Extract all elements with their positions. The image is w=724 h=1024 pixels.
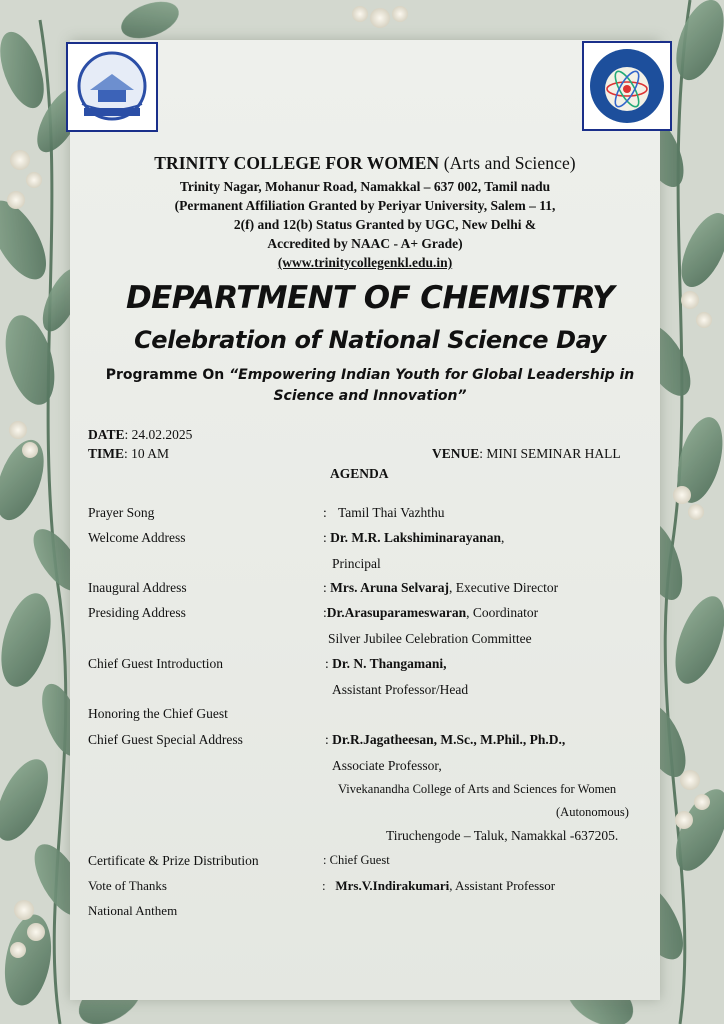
college-name: [75, 153, 655, 174]
agenda-item: Inaugural Address: [88, 580, 187, 595]
event-venue: [432, 446, 621, 462]
agenda-role: Chief Guest: [329, 853, 390, 867]
agenda-person: Dr. N. Thangamani,: [332, 656, 447, 671]
college-logo: [66, 42, 158, 132]
celebration-title: Celebration of National Science Day: [134, 326, 606, 354]
agenda-person: Dr.R.Jagatheesan, M.Sc., M.Phil., Ph.D.,: [332, 732, 566, 747]
agenda-detail: [323, 580, 558, 596]
programme-prefix: Programme On: [105, 367, 230, 383]
college-accreditation: Accredited by NAAC - A+ Grade): [267, 236, 463, 251]
college-name-main: TRINITY COLLEGE FOR WOMEN: [154, 153, 440, 173]
college-status: 2(f) and 12(b) Status Granted by UGC, New Delhi &: [233, 217, 537, 232]
agenda-item: Welcome Address: [88, 530, 186, 545]
college-affiliation: (Permanent Affiliation Granted by Periyar University, Salem – 11,: [174, 198, 556, 213]
agenda-item: National Anthem: [88, 903, 178, 918]
agenda-detail: Silver Jubilee Celebration Committee: [328, 631, 532, 646]
programme-theme-line2: Science and Innovation”: [273, 388, 467, 404]
agenda-role: , Executive Director: [449, 580, 559, 595]
event-time: [88, 446, 169, 462]
agenda-detail: Assistant Professor/Head: [332, 682, 469, 697]
college-address: Trinity Nagar, Mohanur Road, Namakkal – 637 002, Tamil nadu: [179, 179, 551, 194]
website-link[interactable]: (www.trinitycollegenkl.edu.in): [277, 255, 453, 270]
venue-value: : MINI SEMINAR HALL: [479, 446, 621, 461]
agenda-detail: Vivekanandha College of Arts and Sciences for Women: [338, 782, 617, 796]
department-title: DEPARTMENT OF CHEMISTRY: [125, 280, 615, 316]
college-website[interactable]: [75, 253, 655, 272]
agenda-detail: (Autonomous): [556, 805, 629, 819]
agenda-detail: Tiruchengode – Taluk, Namakkal -637205.: [386, 828, 619, 843]
agenda-detail: [325, 732, 565, 748]
agenda-sep: :: [323, 580, 327, 595]
agenda-person: Dr.Arasuparameswaran: [326, 605, 467, 620]
agenda-person: Mrs.V.Indirakumari: [335, 878, 450, 893]
agenda-role: , Assistant Professor: [449, 878, 556, 893]
programme-theme-line1: “Empowering Indian Youth for Global Leadership in: [229, 367, 635, 383]
programme-theme: [80, 365, 660, 407]
agenda-role: ,: [501, 530, 505, 545]
agenda-sep: :: [325, 656, 329, 671]
college-name-suffix: (Arts and Science): [439, 153, 576, 173]
agenda-detail: [323, 853, 390, 868]
agenda-role: , Coordinator: [466, 605, 539, 620]
agenda-item: Certificate & Prize Distribution: [88, 853, 259, 868]
agenda-sep: :: [325, 732, 329, 747]
date-label: DATE: [88, 427, 125, 442]
agenda-detail: [322, 878, 555, 894]
agenda-title: AGENDA: [330, 466, 389, 481]
agenda-detail: Associate Professor,: [332, 758, 442, 773]
event-date: [88, 427, 192, 443]
agenda-detail: Principal: [332, 556, 381, 571]
agenda-detail: [323, 605, 538, 621]
agenda-item: Honoring the Chief Guest: [88, 706, 228, 721]
agenda-item: Chief Guest Introduction: [88, 656, 223, 671]
time-label: TIME: [88, 446, 125, 461]
agenda-sep: :: [323, 605, 327, 620]
venue-label: VENUE: [432, 446, 480, 461]
agenda-sep: :: [323, 505, 327, 520]
agenda-sep: :: [323, 530, 327, 545]
agenda-detail: Tamil Thai Vazhthu: [338, 505, 445, 520]
agenda-detail: [323, 530, 504, 546]
agenda-item: Prayer Song: [88, 505, 155, 520]
agenda-detail: [325, 656, 447, 672]
agenda-item: Presiding Address: [88, 605, 186, 620]
agenda-item: Vote of Thanks: [88, 878, 167, 893]
agenda-item: Chief Guest Special Address: [88, 732, 243, 747]
date-value: : 24.02.2025: [124, 427, 193, 442]
agenda-sep: :: [322, 878, 326, 893]
department-logo: [582, 41, 672, 131]
time-value: : 10 AM: [124, 446, 170, 461]
agenda-person: Dr. M.R. Lakshiminarayanan: [330, 530, 502, 545]
agenda-sep: :: [323, 853, 327, 867]
agenda-person: Mrs. Aruna Selvaraj: [330, 580, 450, 595]
